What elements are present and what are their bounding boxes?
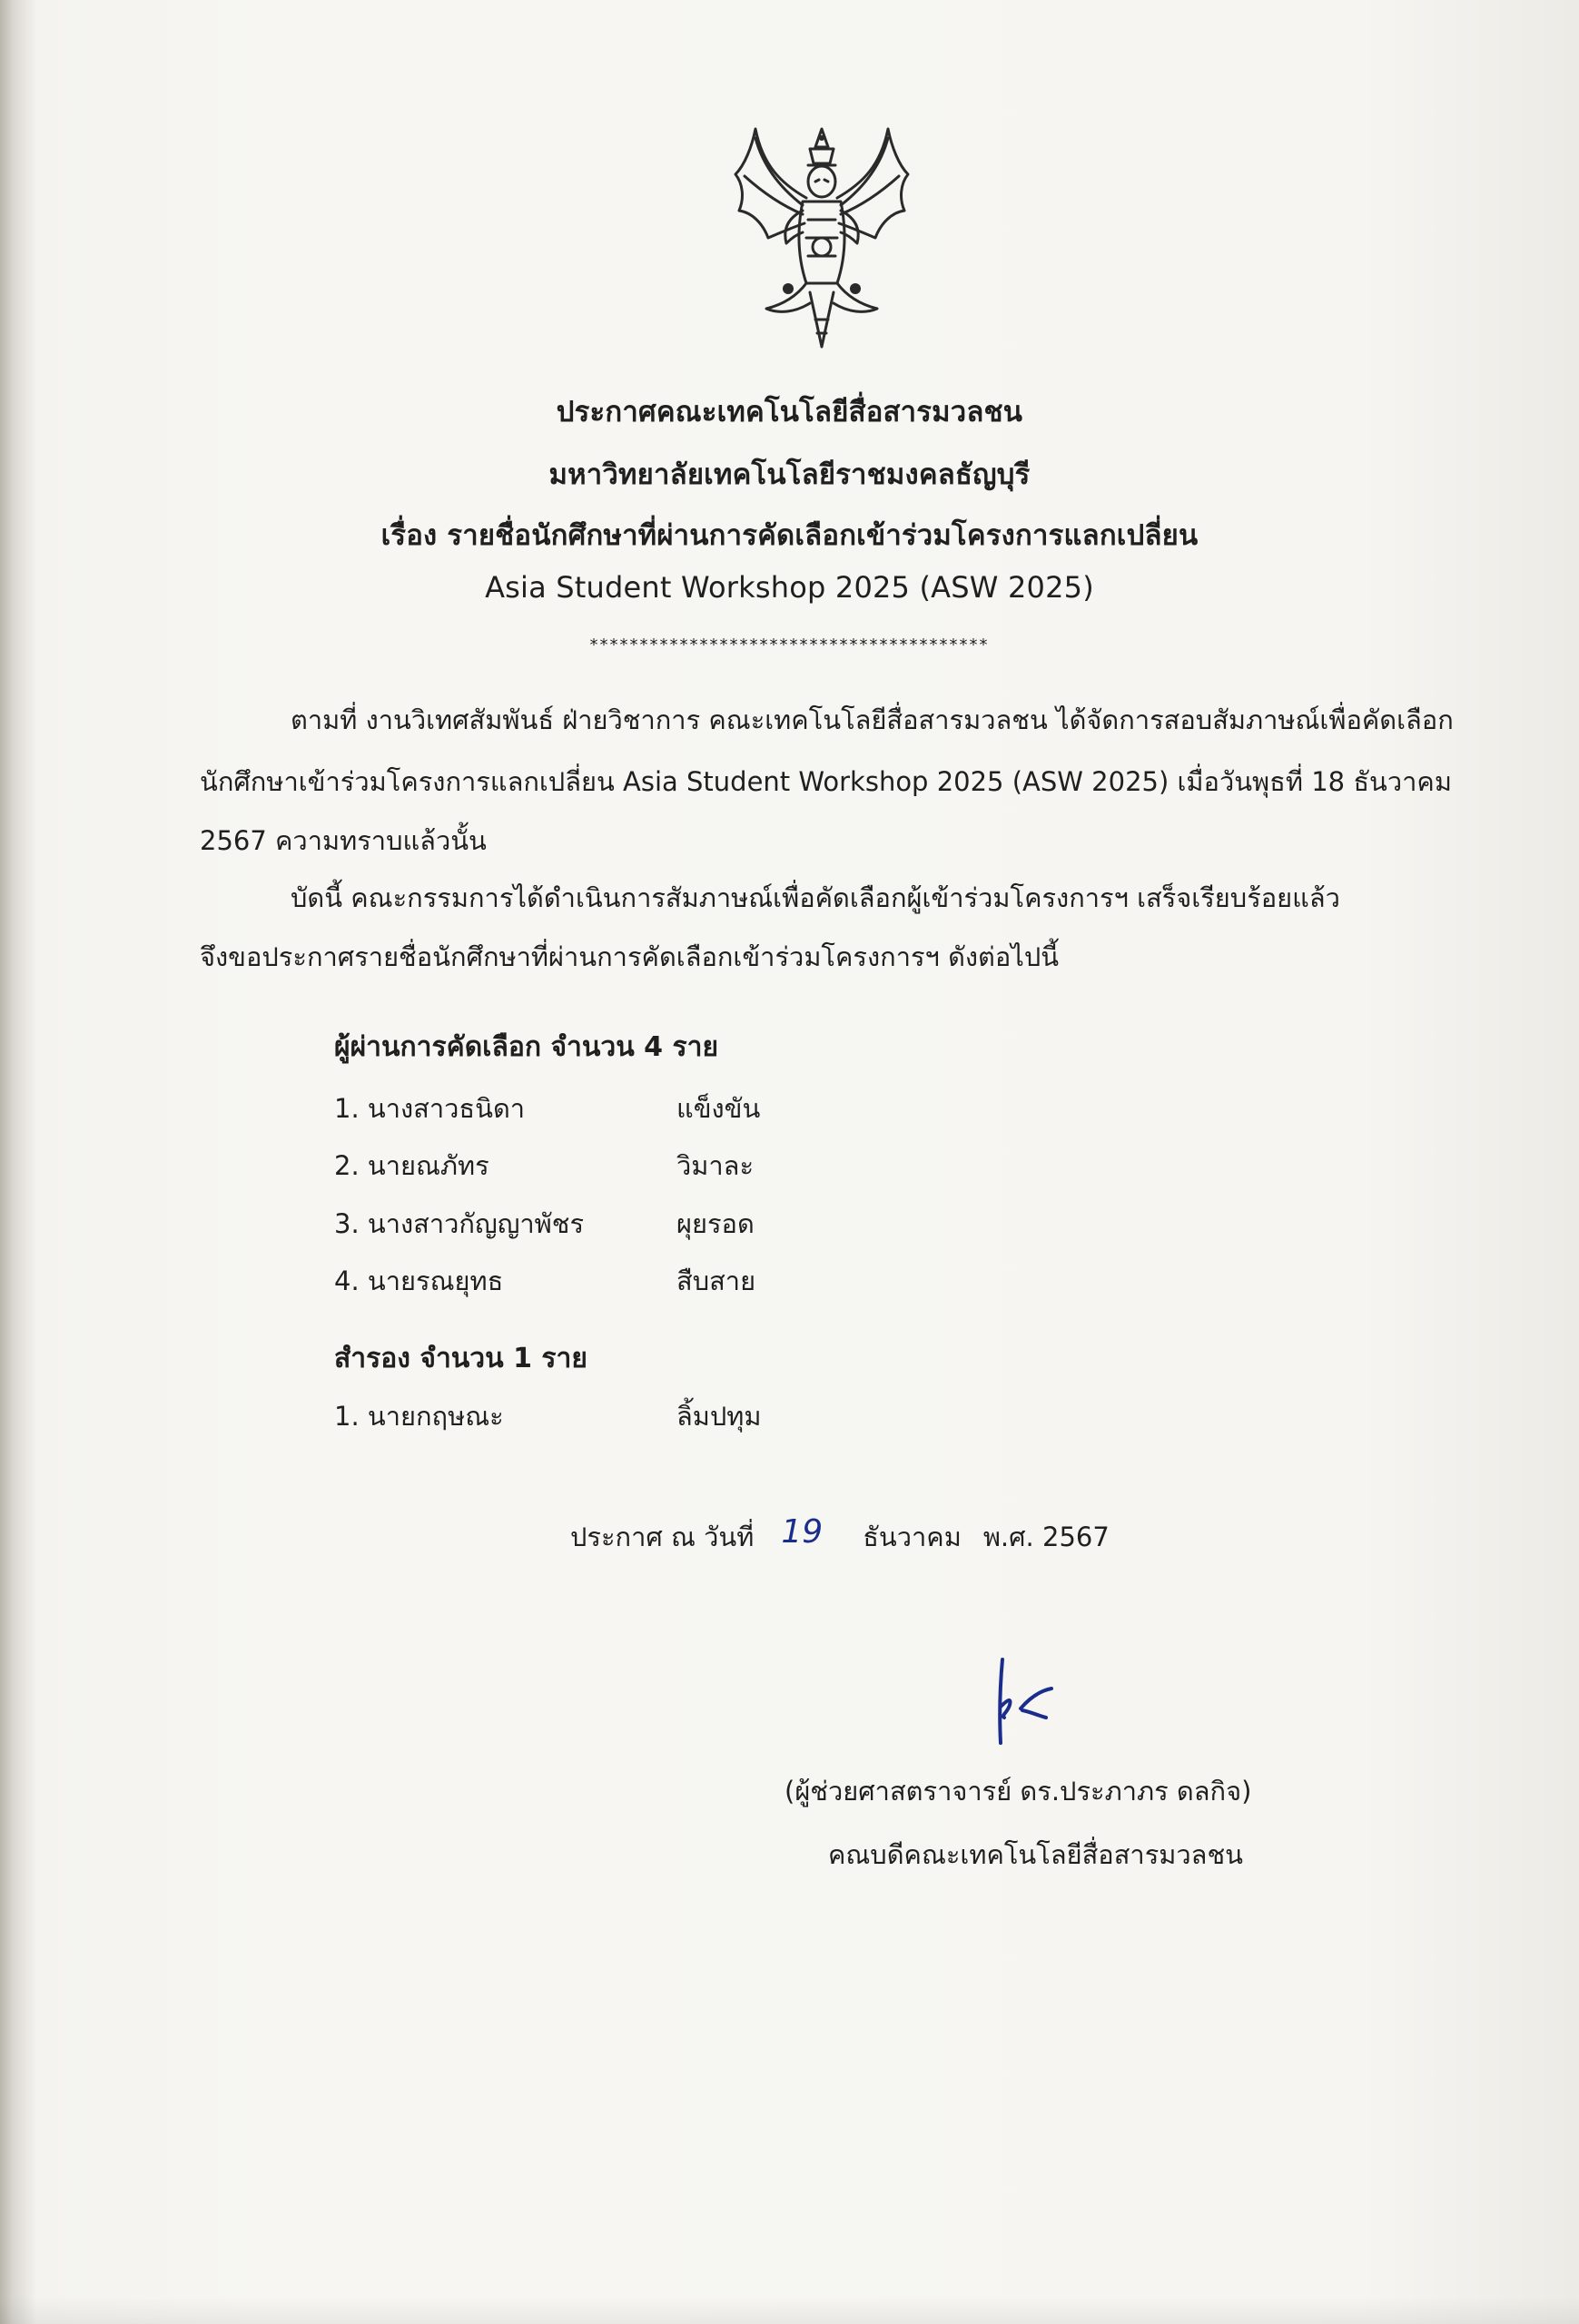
signature-icon [964,1652,1073,1752]
selected-heading: ผู้ผ่านการคัดเลือก จำนวน 4 ราย [334,1031,719,1063]
announcement-day-handwritten: 19 [781,1513,824,1551]
paragraph1-line2: นักศึกษาเข้าร่วมโครงการแลกเปลี่ยน Asia Student Workshop 2025 (ASW 2025) เมื่อวันพุธที่ 18 ธันวาคม [200,766,1452,797]
announcement-date [570,1513,1110,1558]
garuda-emblem-icon [708,111,935,365]
student-name: 1. นางสาวธนิดา [334,1093,526,1124]
scan-edge-shadow [0,2297,1579,2324]
paragraph1-line3: 2567 ความทราบแล้วนั้น [200,825,487,856]
paragraph2-line2: จึงขอประกาศรายชื่อนักศึกษาที่ผ่านการคัดเลือกเข้าร่วมโครงการฯ ดังต่อไปนี้ [200,941,1060,972]
header-faculty: ประกาศคณะเทคโนโลยีสื่อสารมวลชน [556,396,1023,428]
student-surname: ผุยรอด [676,1208,755,1239]
student-name: 1. นายกฤษณะ [334,1401,504,1432]
student-name: 4. นายรณยุทธ [334,1265,504,1296]
student-name: 2. นายณภัทร [334,1150,489,1181]
announcement-prefix: ประกาศ ณ วันที่ [570,1521,755,1552]
announcement-month: ธันวาคม [863,1521,962,1552]
paragraph2-line1: บัดนี้ คณะกรรมการได้ดำเนินการสัมภาษณ์เพื่อคัดเลือกผู้เข้าร่วมโครงการฯ เสร็จเรียบร้อยแล้ว [291,882,1340,913]
student-surname: ลิ้มปทุม [676,1401,762,1432]
header-program-name: Asia Student Workshop 2025 (ASW 2025) [485,570,1094,605]
header-subject: เรื่อง รายชื่อนักศึกษาที่ผ่านการคัดเลือกเข้าร่วมโครงการแลกเปลี่ยน [380,519,1199,552]
header-university: มหาวิทยาลัยเทคโนโลยีราชมงคลธัญบุรี [548,458,1031,491]
student-surname: วิมาละ [676,1150,755,1181]
student-surname: สืบสาย [676,1265,756,1296]
signatory-position: คณบดีคณะเทคโนโลยีสื่อสารมวลชน [828,1839,1243,1870]
student-name: 3. นางสาวกัญญาพัชร [334,1208,585,1239]
alternate-heading: สำรอง จำนวน 1 ราย [334,1343,587,1374]
signatory-name: (ผู้ช่วยศาสตราจารย์ ดร.ประภาภร ดลกิจ) [785,1776,1252,1807]
header-separator: **************************************** [589,635,990,655]
announcement-year: พ.ศ. 2567 [982,1521,1110,1552]
paragraph1-line1: ตามที่ งานวิเทศสัมพันธ์ ฝ่ายวิชาการ คณะเทคโนโลยีสื่อสารมวลชน ได้จัดการสอบสัมภาษณ์เพื่อคัดเลือก [291,704,1454,735]
student-surname: แข็งขัน [676,1093,761,1124]
